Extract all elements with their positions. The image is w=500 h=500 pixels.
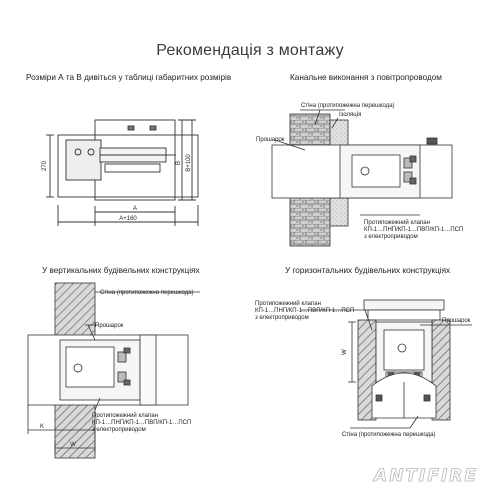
actuator (384, 330, 424, 370)
duct-label-gap: Прошарок (256, 137, 285, 143)
dim-label-b: B (176, 160, 182, 166)
duct-label-valve-1: Протипожежний клапан (364, 220, 430, 226)
horizontal-label-gap: Прошарок (442, 318, 471, 324)
actuator (66, 347, 114, 387)
actuator (352, 155, 400, 187)
page-title: Рекомендація з монтажу (156, 42, 344, 59)
top-connector (427, 138, 437, 144)
duct-label-wall: Стіна (протипожежна перешкода) (301, 103, 395, 109)
duct-label-insulation: Ізоляція (339, 112, 362, 118)
dim-label-a160: A+160 (119, 216, 137, 222)
section-heading-vertical: У вертикальних будівельних конструкціях (42, 266, 200, 275)
dim-label-b100: B+100 (186, 154, 192, 172)
insulation-top (330, 120, 348, 148)
sizes-drawing (46, 120, 198, 226)
dim-label-k: K (40, 424, 45, 430)
vertical-label-wall: Стіна (протипожежна перешкода) (100, 290, 194, 296)
duct-label-valve-3: з електроприводом (364, 234, 418, 240)
section-heading-sizes: Розміри А та В дивіться у таблиці габаритних розмірів (26, 73, 232, 82)
dim-label-270: 270 (42, 160, 48, 172)
duct-label-valve-2: КП-1…ПНП/КП-1…ПВП/КП-1…ПСП (364, 227, 464, 233)
dim-label-a: A (132, 206, 138, 212)
vertical-label-valve-2: КП-1…ПНП/КП-1…ПВП/КП-1…ПСП (92, 420, 192, 426)
actuator-box (66, 140, 101, 180)
vertical-label-valve-3: з електроприводом (92, 427, 146, 433)
dim-label-hw: W (342, 349, 348, 355)
dim-label-w: W (70, 442, 76, 448)
section-heading-duct: Канальне виконання з повітропроводом (290, 73, 442, 82)
vertical-label-valve-1: Протипожежний клапан (92, 413, 158, 419)
horizontal-label-valve-3: з електроприводом (255, 315, 309, 321)
vertical-label-gap: Прошарок (95, 323, 124, 329)
antifire-logo: ANTIFIRE (374, 466, 478, 486)
horizontal-label-valve-2: КП-1…ПНП/КП-1…ПВП/КП-1…ПСП (255, 308, 355, 314)
insulation-bottom (330, 198, 348, 226)
horizontal-label-wall: Стіна (протипожежна перешкода) (342, 432, 436, 438)
top-flange (364, 300, 444, 310)
section-heading-horizontal: У горизонтальних будівельних конструкціях (285, 266, 451, 275)
horizontal-label-valve-1: Протипожежний клапан (255, 301, 321, 307)
